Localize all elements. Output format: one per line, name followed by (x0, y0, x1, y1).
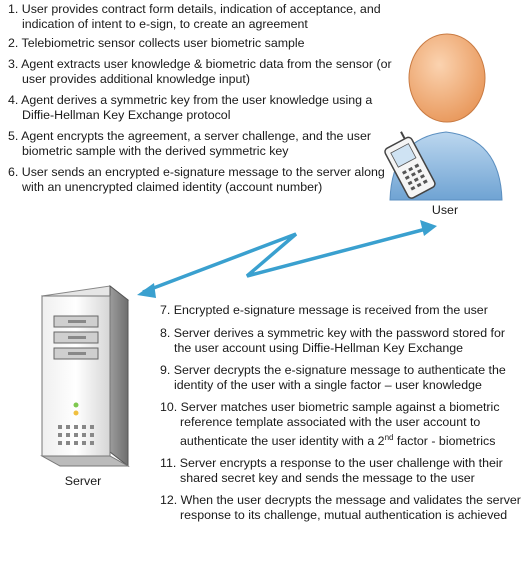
step-3: 3. Agent extracts user knowledge & biometric data from the sensor (or user provides additional knowledge input) (8, 57, 392, 86)
step-8: 8. Server derives a symmetric key with the password stored for the user account using Diffie-Hellman Key Exchange (160, 326, 505, 355)
arrowhead-to-server (137, 283, 156, 298)
step-10-ordinal: nd (384, 433, 394, 442)
user-steps-list (4, 2, 399, 195)
user-label: User (431, 203, 459, 217)
step-4: 4. Agent derives a symmetric key from the user knowledge using a Diffie-Hellman Key Exchange protocol (8, 93, 373, 122)
server-label: Server (64, 474, 102, 488)
server-steps-list (160, 303, 522, 523)
arrowhead-to-user (420, 220, 437, 236)
step-6: 6. User sends an encrypted e-signature message to the server along with an unencrypted claimed identity (account number) (8, 165, 385, 194)
transmission-arrow (143, 229, 426, 292)
step-1: 1. User provides contract form details, indication of acceptance, and indication of intent to e-sign, to create an agreement (8, 2, 381, 31)
step-9: 9. Server decrypts the e-signature message to authenticate the identity of the user with a single factor – user knowledge (160, 363, 506, 392)
step-2: 2. Telebiometric sensor collects user biometric sample (8, 36, 305, 50)
server-tower-icon (42, 286, 128, 466)
step-5: 5. Agent encrypts the agreement, a server challenge, and the user biometric sample with the derived symmetric key (8, 129, 371, 158)
step-11: 11. Server encrypts a response to the user challenge with their shared secret key and sends the message to the user (160, 456, 503, 486)
step-10-text: 10. Server matches user biometric sample against a biometric reference template associated with the user account to authenticate the user identity with a 2 (160, 400, 500, 449)
step-10-text-end: factor - biometrics (393, 434, 496, 449)
step-10 (160, 400, 522, 449)
step-12: 12. When the user decrypts the message and validates the server response to its challenge, mutual authentication is achieved (160, 493, 521, 523)
step-7: 7. Encrypted e-signature message is received from the user (160, 303, 488, 317)
